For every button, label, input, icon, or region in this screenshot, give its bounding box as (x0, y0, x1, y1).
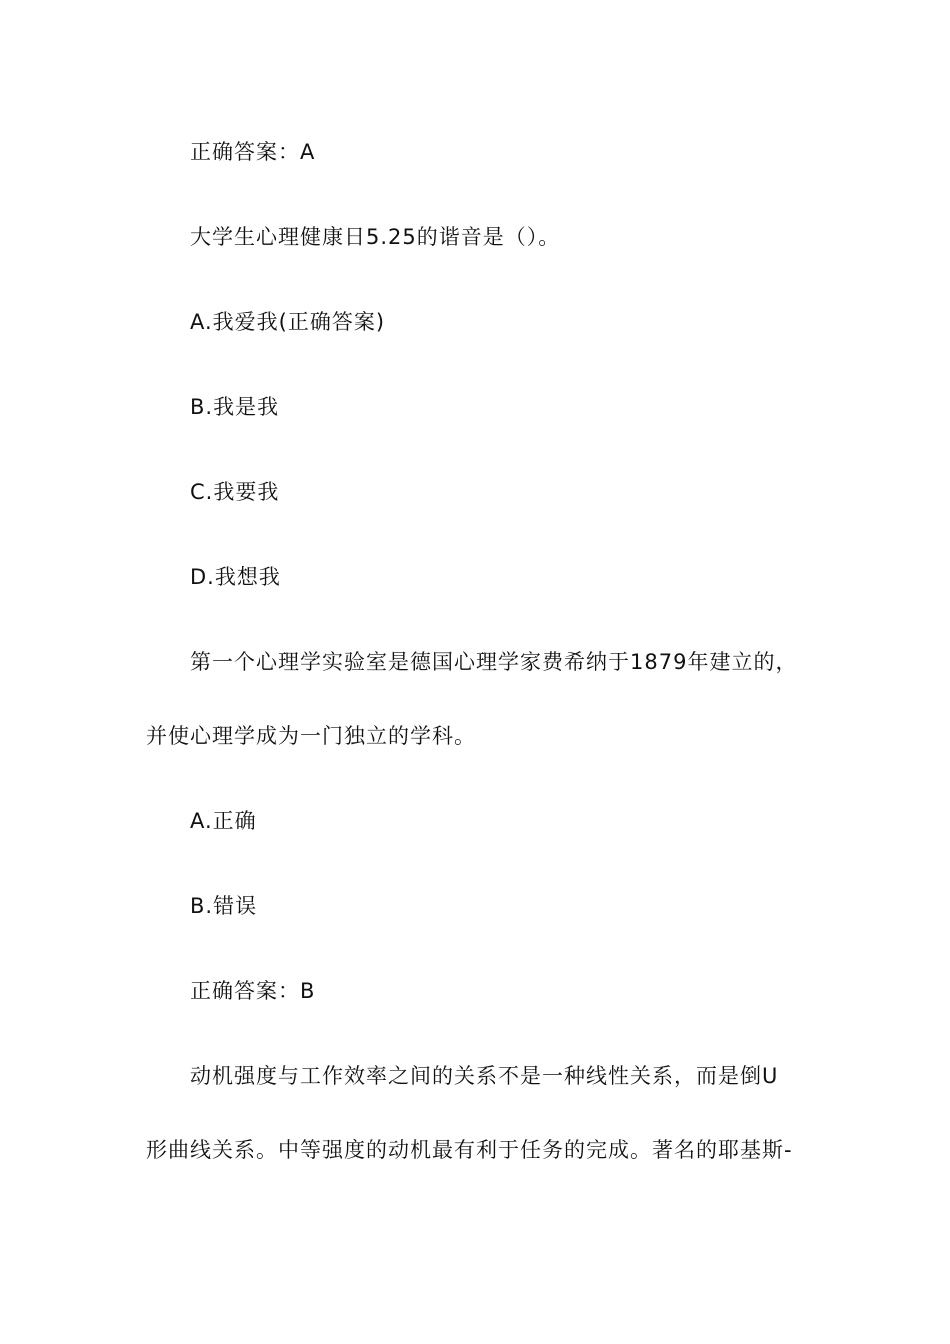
option-d: D.我想我 (190, 565, 281, 589)
option-b: B.错误 (190, 894, 258, 918)
question-text: 大学生心理健康日5.25的谐音是（）。 (190, 225, 561, 249)
option-c: C.我要我 (190, 480, 280, 504)
option-a: A.正确 (190, 809, 257, 833)
question-text-continued: 形曲线关系。中等强度的动机最有利于任务的完成。著名的耶基斯- (146, 1138, 793, 1162)
answer-line: 正确答案：B (190, 979, 316, 1003)
question-text: 动机强度与工作效率之间的关系不是一种线性关系，而是倒U (190, 1064, 779, 1088)
option-a: A.我爱我(正确答案) (190, 310, 386, 334)
answer-line: 正确答案：A (190, 140, 316, 164)
question-text-continued: 并使心理学成为一门独立的学科。 (146, 724, 476, 748)
question-text: 第一个心理学实验室是德国心理学家费希纳于1879年建立的， (190, 650, 798, 674)
option-b: B.我是我 (190, 395, 280, 419)
